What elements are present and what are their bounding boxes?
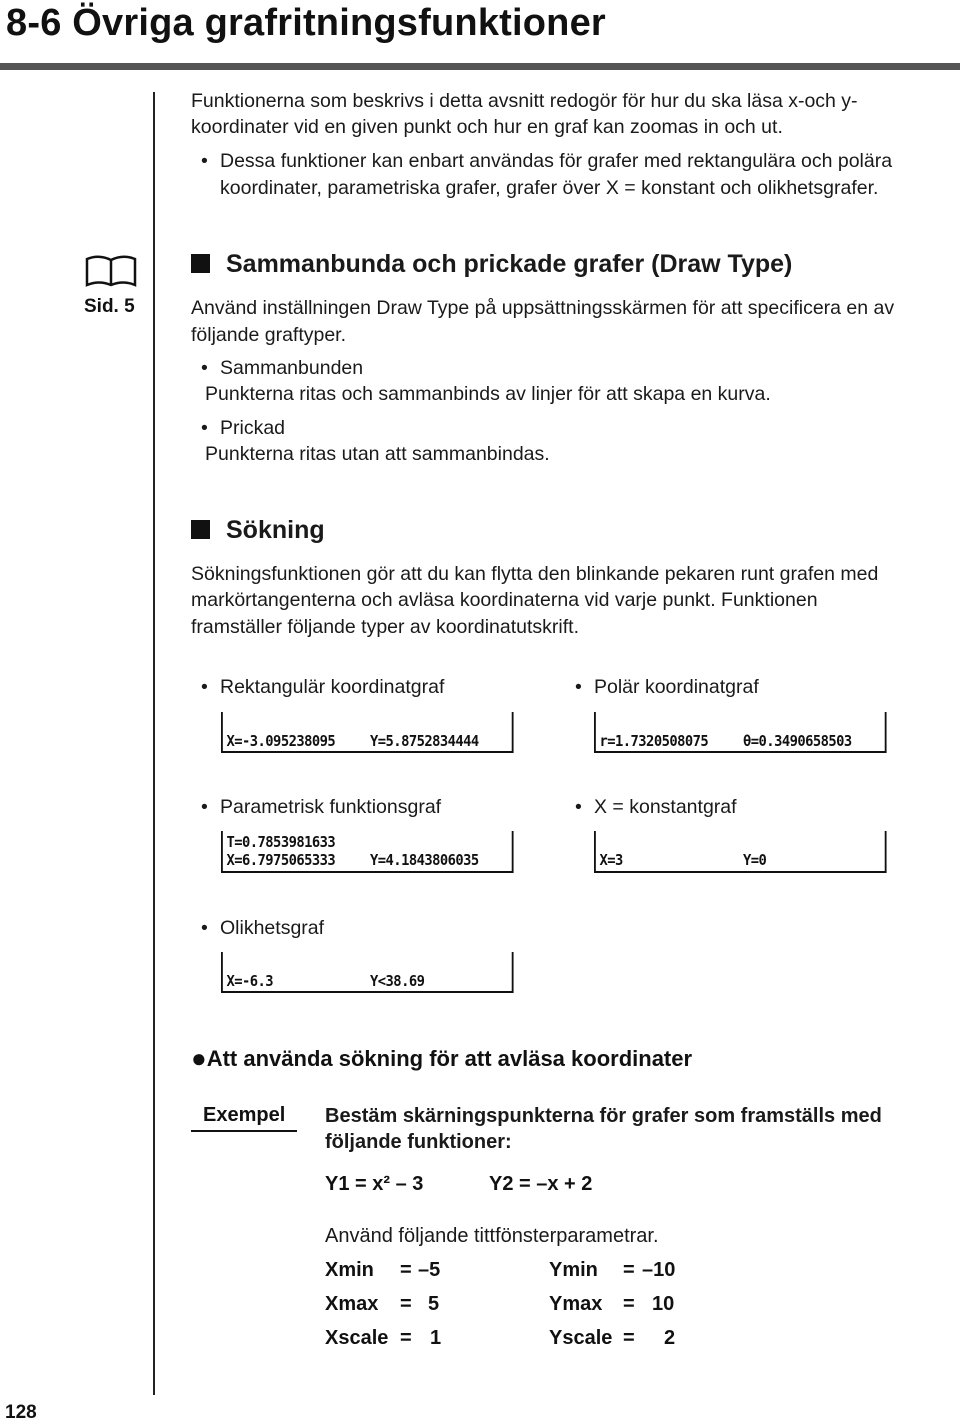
label-param-graph xyxy=(201,794,441,821)
title-rule xyxy=(0,63,960,70)
section2-p2: markörtangenterna och avläsa koordinaterna vid varje punkt. Funktionen xyxy=(191,589,818,611)
rect-x-readout: X=-3.095238095 xyxy=(226,732,336,750)
example-text-1: Bestäm skärningspunkterna för grafer som framställs med xyxy=(325,1105,882,1127)
bullet-icon: • xyxy=(575,796,582,818)
page-reference: Sid. 5 xyxy=(84,296,135,317)
param-xscale-name: Xscale xyxy=(325,1327,389,1349)
square-bullet-icon xyxy=(191,520,210,539)
label-param-graph-text: Parametrisk funktionsgraf xyxy=(220,796,442,818)
section1-p1: Använd inställningen Draw Type på uppsättningsskärmen för att specificera en av xyxy=(191,297,895,319)
section2-p1: Sökningsfunktionen gör att du kan flytta den blinkande pekaren runt grafen med xyxy=(191,563,879,585)
subsection-heading xyxy=(191,1043,692,1074)
example-text-2: följande funktioner: xyxy=(325,1131,512,1153)
param-yscale-eq: = xyxy=(623,1327,635,1349)
bullet-icon: • xyxy=(201,150,208,172)
bullet-icon: • xyxy=(575,676,582,698)
label-ineq-graph-text: Olikhetsgraf xyxy=(220,917,325,939)
section-sokning-heading xyxy=(191,516,325,545)
bullet-icon: • xyxy=(201,417,208,439)
xconst-y-readout: Y=0 xyxy=(743,851,767,869)
label-ineq-graph xyxy=(201,915,324,942)
label-polar-graph-text: Polär koordinatgraf xyxy=(594,676,759,698)
label-xconst-graph-text: X = konstantgraf xyxy=(594,796,737,818)
section-draw-type-title: Sammanbunda och prickade grafer (Draw Type) xyxy=(226,250,793,278)
subsection-title: Att använda sökning för att avläsa koordinater xyxy=(206,1046,693,1071)
param-xmin-name: Xmin xyxy=(325,1259,374,1281)
example-note: Använd följande tittfönsterparametrar. xyxy=(325,1225,659,1247)
param-ymin-value: –10 xyxy=(642,1259,676,1281)
label-rect-graph-text: Rektangulär koordinatgraf xyxy=(220,676,445,698)
param-xmax-name: Xmax xyxy=(325,1293,379,1315)
param-yscale-value: 2 xyxy=(664,1327,676,1349)
screen-rect-coords xyxy=(221,712,514,753)
param-yscale-name: Yscale xyxy=(549,1327,613,1349)
polar-theta-readout: θ=0.3490658503 xyxy=(743,732,852,750)
bullet-icon: • xyxy=(201,917,208,939)
param-ymin-name: Ymin xyxy=(549,1259,598,1281)
label-rect-graph xyxy=(201,674,444,701)
param-ymax-name: Ymax xyxy=(549,1293,603,1315)
param-ymax-value: 10 xyxy=(652,1293,675,1315)
xconst-x-readout: X=3 xyxy=(599,851,623,869)
param-y-readout: Y=4.1843806035 xyxy=(370,851,479,869)
page-title: 8-6 Övriga grafritningsfunktioner xyxy=(6,2,606,44)
bullet-prickad-title: Prickad xyxy=(220,417,286,439)
book-icon xyxy=(84,254,138,288)
ineq-x-readout: X=-6.3 xyxy=(226,972,274,990)
section1-p2: följande graftyper. xyxy=(191,324,347,346)
param-xscale-value: 1 xyxy=(430,1327,442,1349)
param-xmin-eq: = xyxy=(400,1259,412,1281)
bullet-icon: • xyxy=(201,796,208,818)
param-t-readout: T=0.7853981633 xyxy=(226,833,336,851)
intro-bullet-line-1: Dessa funktioner kan enbart användas för grafer med rektangulära och polära xyxy=(220,150,893,172)
square-bullet-icon xyxy=(191,254,210,273)
intro-bullet xyxy=(201,148,892,175)
section-draw-type-heading xyxy=(191,250,792,279)
label-polar-graph xyxy=(575,674,759,701)
bullet-sammanbunden-title: Sammanbunden xyxy=(220,357,364,379)
bullet-icon: • xyxy=(201,676,208,698)
param-ymin-eq: = xyxy=(623,1259,635,1281)
bullet-sammanbunden-text: Punkterna ritas och sammanbinds av linjer för att skapa en kurva. xyxy=(205,383,771,405)
round-bullet-icon: ● xyxy=(191,1043,207,1073)
param-xscale-eq: = xyxy=(400,1327,412,1349)
param-xmax-eq: = xyxy=(400,1293,412,1315)
ineq-y-readout: Y<38.69 xyxy=(370,972,425,990)
bullet-prickad xyxy=(201,415,285,442)
screen-xconst-coords xyxy=(594,831,887,873)
screen-param-coords xyxy=(221,831,514,873)
margin-divider xyxy=(153,92,155,1395)
polar-r-readout: r=1.7320508075 xyxy=(599,732,709,750)
param-xmax-value: 5 xyxy=(428,1293,440,1315)
section-sokning-title: Sökning xyxy=(226,516,325,544)
bullet-icon: • xyxy=(201,357,208,379)
intro-bullet-line-2: koordinater, parametriska grafer, grafer över X = konstant och olikhetsgrafer. xyxy=(220,177,879,199)
param-x-readout: X=6.7975065333 xyxy=(226,851,336,869)
function-y1: Y1 = x² – 3 xyxy=(325,1173,424,1195)
param-xmin-value: –5 xyxy=(418,1259,441,1281)
page-number: 128 xyxy=(5,1402,37,1423)
bullet-sammanbunden xyxy=(201,355,363,382)
section2-p3: framställer följande typer av koordinatutskrift. xyxy=(191,616,580,638)
label-xconst-graph xyxy=(575,794,737,821)
example-tag: Exempel xyxy=(191,1104,297,1132)
function-y2: Y2 = –x + 2 xyxy=(489,1173,593,1195)
rect-y-readout: Y=5.8752834444 xyxy=(370,732,479,750)
intro-line-1: Funktionerna som beskrivs i detta avsnitt redogör för hur du ska läsa x-och y- xyxy=(191,90,858,112)
screen-polar-coords xyxy=(594,712,887,753)
bullet-prickad-text: Punkterna ritas utan att sammanbindas. xyxy=(205,443,550,465)
screen-ineq-coords xyxy=(221,952,514,993)
intro-line-2: koordinater vid en given punkt och hur en graf kan zoomas in och ut. xyxy=(191,116,783,138)
param-ymax-eq: = xyxy=(623,1293,635,1315)
